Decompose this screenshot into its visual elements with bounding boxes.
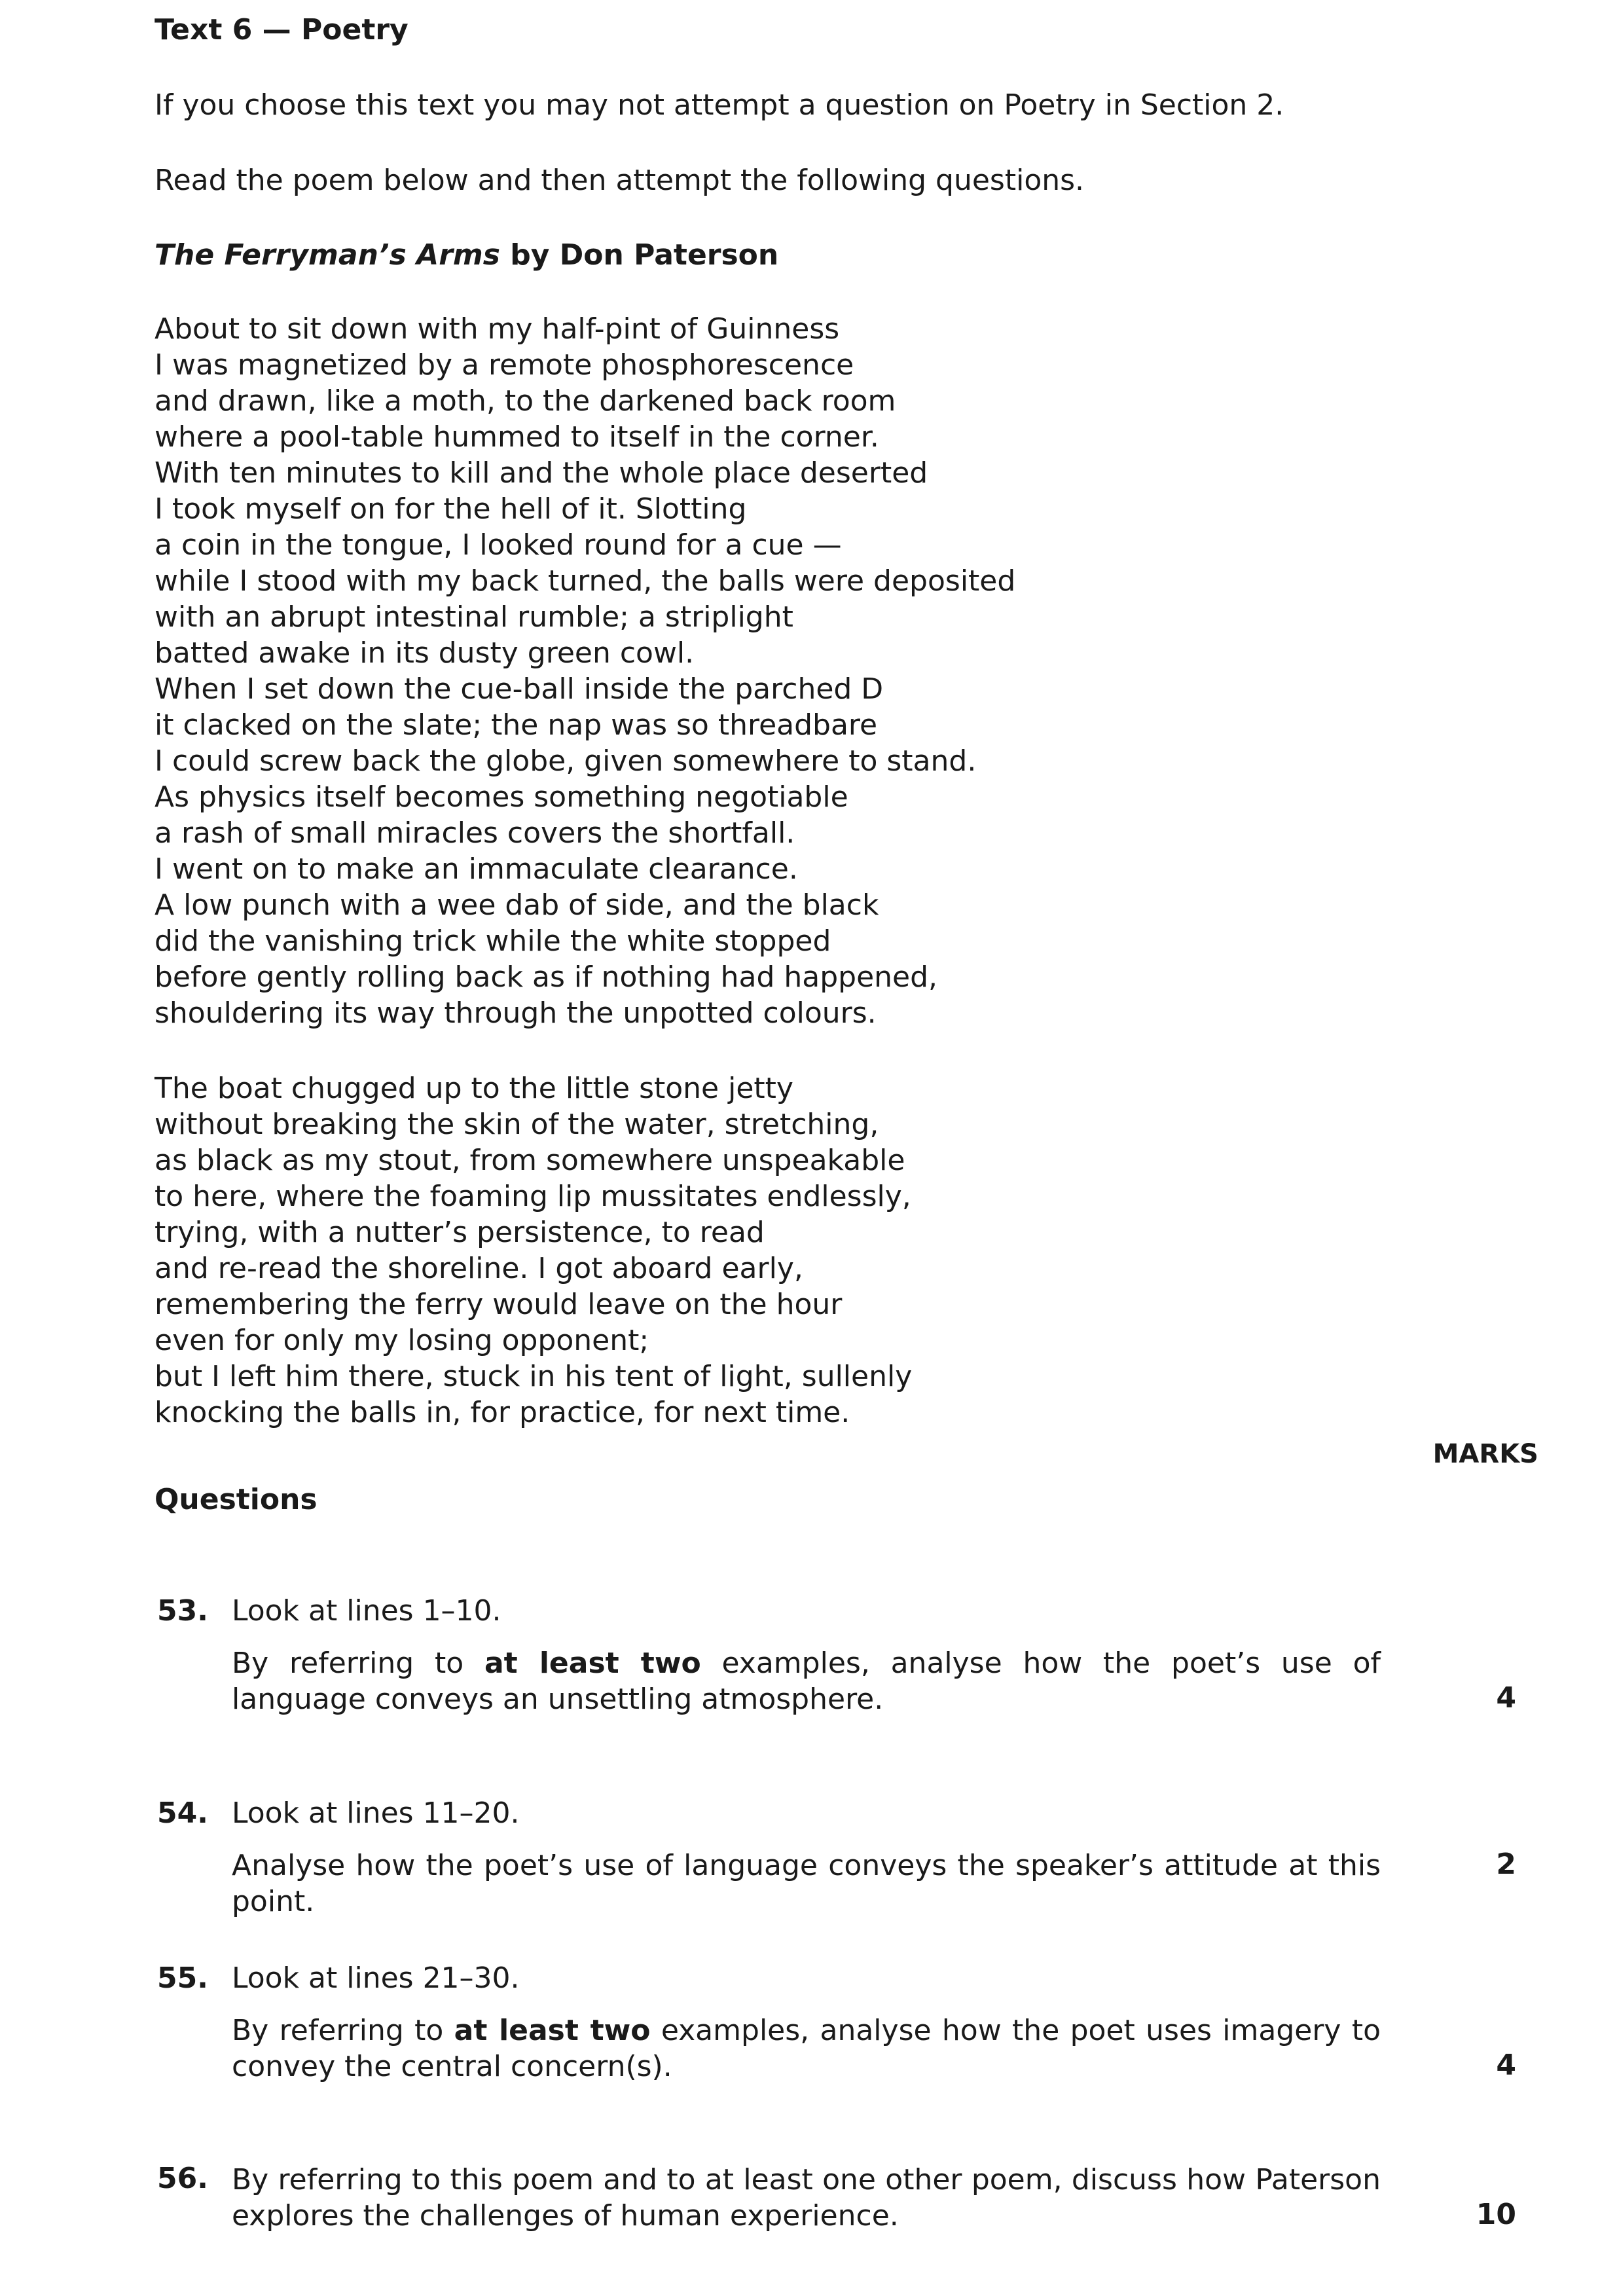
line-text: before gently rolling back as if nothing had happened, xyxy=(154,960,938,994)
line-text: I took myself on for the hell of it. Slotting xyxy=(154,492,747,526)
line-text: I could screw back the globe, given somewhere to stand. xyxy=(154,744,977,778)
poem-line xyxy=(154,599,1015,635)
line-text: even for only my losing opponent; xyxy=(154,1324,649,1357)
poem-line xyxy=(154,455,1015,491)
line-text: A low punch with a wee dab of side, and the black xyxy=(154,888,879,922)
poem-line xyxy=(154,1106,912,1142)
line-text: When I set down the cue-ball inside the parched D xyxy=(154,672,884,706)
question-marks: 10 xyxy=(1476,2198,1516,2231)
question-marks: 2 xyxy=(1496,1848,1516,1881)
question-number: 54. xyxy=(157,1796,208,1830)
poem-stanza-1 xyxy=(154,311,1015,1031)
line-text: but I left him there, stuck in his tent of light, sullenly xyxy=(154,1360,913,1393)
question-number: 56. xyxy=(157,2162,208,2195)
poem-title-line xyxy=(154,238,778,272)
poem-line xyxy=(154,1250,912,1286)
poem-line xyxy=(154,563,1015,599)
poem-line xyxy=(154,815,1015,851)
poem-line xyxy=(154,1178,912,1214)
line-text: batted awake in its dusty green cowl. xyxy=(154,636,695,670)
poem-line xyxy=(154,491,1015,527)
line-text: The boat chugged up to the little stone jetty xyxy=(154,1072,793,1105)
poem-line xyxy=(154,671,1015,707)
line-text: knocking the balls in, for practice, for next time. xyxy=(154,1396,850,1429)
line-text: to here, where the foaming lip mussitates endlessly, xyxy=(154,1180,911,1213)
questions-heading: Questions xyxy=(154,1483,318,1516)
line-text: shouldering its way through the unpotted colours. xyxy=(154,996,877,1030)
line-text: With ten minutes to kill and the whole place deserted xyxy=(154,456,928,490)
question-text xyxy=(232,2162,1381,2234)
question-number: 55. xyxy=(157,1961,208,1995)
poem-line xyxy=(154,1322,912,1358)
instruction-read-poem: Read the poem below and then attempt the following questions. xyxy=(154,164,1085,197)
question-lines-ref: Look at lines 21–30. xyxy=(232,1961,520,1995)
question-55 xyxy=(154,1961,1516,2092)
poem-line xyxy=(154,347,1015,383)
line-text: trying, with a nutter’s persistence, to read xyxy=(154,1216,765,1249)
line-text: with an abrupt intestinal rumble; a striplight xyxy=(154,600,793,634)
question-marks: 4 xyxy=(1496,2049,1516,2082)
question-number: 53. xyxy=(157,1594,208,1628)
poem-line xyxy=(154,1286,912,1322)
poem-line xyxy=(154,743,1015,779)
poem-line xyxy=(154,311,1015,347)
question-53 xyxy=(154,1594,1516,1725)
line-text: without breaking the skin of the water, stretching, xyxy=(154,1108,879,1141)
question-text-part: By referring to this poem and to at least one other poem, discuss how Paterson explores the challenges of human experience. xyxy=(232,2163,1381,2232)
line-text: where a pool-table hummed to itself in the corner. xyxy=(154,420,879,454)
question-text xyxy=(232,1848,1381,1920)
poem-line xyxy=(154,779,1015,815)
poem-line xyxy=(154,959,1015,995)
poem-line xyxy=(154,707,1015,743)
line-text: I was magnetized by a remote phosphorescence xyxy=(154,348,854,382)
line-text: About to sit down with my half-pint of Guinness xyxy=(154,312,840,346)
instruction-section-2: If you choose this text you may not attempt a question on Poetry in Section 2. xyxy=(154,88,1284,122)
line-text: while I stood with my back turned, the balls were deposited xyxy=(154,564,1016,598)
question-text-part: By referring to xyxy=(232,2014,454,2047)
line-text: it clacked on the slate; the nap was so threadbare xyxy=(154,708,878,742)
line-text: remembering the ferry would leave on the hour xyxy=(154,1288,843,1321)
marks-column-label: MARKS xyxy=(1432,1439,1538,1469)
question-54 xyxy=(154,1796,1516,1918)
line-text: I went on to make an immaculate clearance. xyxy=(154,852,798,886)
question-text-part: By referring to xyxy=(232,1647,484,1680)
question-marks: 4 xyxy=(1496,1681,1516,1715)
poem-line xyxy=(154,1358,912,1394)
poem-line xyxy=(154,419,1015,455)
poem-line xyxy=(154,635,1015,671)
poem-author: by Don Paterson xyxy=(500,238,779,272)
question-text xyxy=(232,2013,1381,2085)
line-text: a coin in the tongue, I looked round for a cue — xyxy=(154,528,842,562)
poem-title: The Ferryman’s Arms xyxy=(154,238,500,272)
poem-line xyxy=(154,1142,912,1178)
poem-stanza-2 xyxy=(154,1070,912,1430)
poem-line xyxy=(154,887,1015,923)
line-text: did the vanishing trick while the white stopped xyxy=(154,924,831,958)
question-text-part: examples, analyse how the poet uses imagery to convey the central concern(s). xyxy=(232,2014,1381,2083)
line-text: and re-read the shoreline. I got aboard early, xyxy=(154,1252,803,1285)
question-56 xyxy=(154,2162,1516,2247)
line-text: as black as my stout, from somewhere unspeakable xyxy=(154,1144,905,1177)
poem-line xyxy=(154,527,1015,563)
line-text: and drawn, like a moth, to the darkened back room xyxy=(154,384,896,418)
question-text-emphasis: at least two xyxy=(454,2014,651,2047)
line-text: a rash of small miracles covers the shortfall. xyxy=(154,816,795,850)
poem-line xyxy=(154,923,1015,959)
poem-line xyxy=(154,383,1015,419)
question-text xyxy=(232,1645,1381,1717)
question-text-emphasis: at least two xyxy=(484,1647,701,1680)
question-lines-ref: Look at lines 11–20. xyxy=(232,1796,520,1830)
text-heading: Text 6 — Poetry xyxy=(154,13,409,46)
question-text-part: Analyse how the poet’s use of language conveys the speaker’s attitude at this point. xyxy=(232,1849,1381,1918)
question-lines-ref: Look at lines 1–10. xyxy=(232,1594,501,1628)
poem-line xyxy=(154,1394,912,1430)
line-text: As physics itself becomes something negotiable xyxy=(154,780,848,814)
poem-line xyxy=(154,1070,912,1106)
poem-line xyxy=(154,995,1015,1031)
question-text-part: examples, analyse how the poet’s use of language conveys an unsettling atmosphere. xyxy=(232,1647,1381,1716)
poem-line xyxy=(154,851,1015,887)
poem-line xyxy=(154,1214,912,1250)
